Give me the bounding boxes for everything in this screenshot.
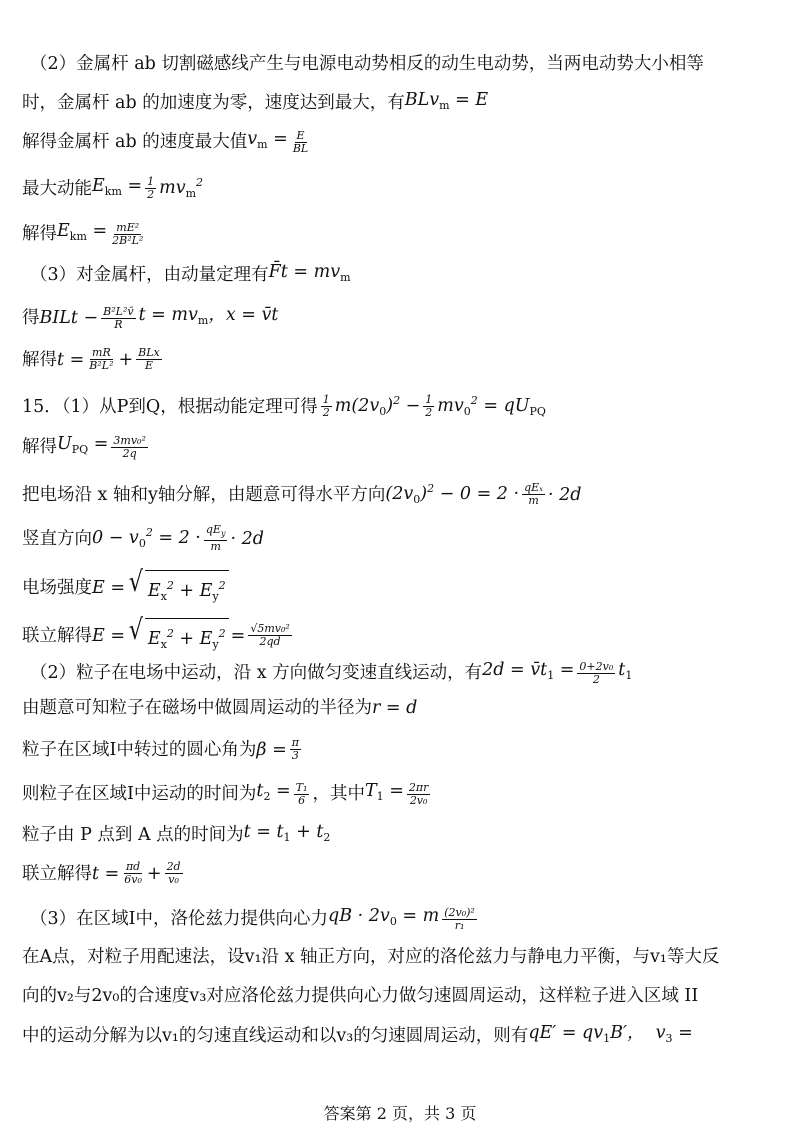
fraction: $\frac{\text{mE²}}{\text{2B²L²}}$: [112, 220, 144, 247]
formula-f16: β =: [256, 739, 287, 760]
line-text: （2）粒子在电场中运动，沿 x 方向做匀变速直线运动，有: [30, 663, 483, 683]
square-root: √ $E_x^2 + E_y^2$: [127, 567, 229, 608]
text-line-23: [22, 985, 782, 1007]
fraction: $\frac{\pi d}{\text{6v₀}}$: [124, 860, 142, 886]
text-line-6: [30, 261, 790, 289]
text-line-20: 联立解得 t = $\frac{\pi d}{\text{6v₀}}$ + $\frac{2d}{\text{v₀}}$: [22, 860, 181, 886]
fraction: $\frac{qE_y}{m}$: [205, 522, 226, 554]
line-text: 解得: [22, 349, 57, 370]
text-line-11: 把电场沿 x 轴和y轴分解，由题意可得水平方向 $(2v_0)^2 - 0 = 2$ · $\frac{\text{qEₓ}}{m}$ · 2d: [22, 478, 782, 511]
formula-f19: t =: [92, 863, 120, 884]
line-text: 15．（1）从P到Q，根据动能定理可得: [22, 396, 318, 417]
line-text: 解得: [22, 224, 57, 244]
fraction: $\frac{\text{3mv₀²}}{2q}$: [113, 433, 146, 460]
text-line-9: 15．（1）从P到Q，根据动能定理可得 $\frac{1}{2}$ $m(2v_0)^2$ − $\frac{1}{2}$ $mv_0^2 = qU_{PQ}$: [22, 390, 782, 423]
text-line-10: [22, 433, 782, 461]
formula-f8: $m(2v_0)^2$ −: [334, 394, 421, 418]
line-text: 竖直方向: [22, 528, 92, 549]
text-line-16: [22, 697, 782, 719]
formula-f3: $E_{km}$ =: [92, 175, 143, 198]
formula-f20: qB · $2v_0 = m$: [328, 906, 440, 928]
formula-f12: E =: [92, 577, 126, 598]
fraction: $\frac{mR}{\text{B²L²}}$: [89, 346, 114, 372]
text-line-18: 则粒子在区域I中运动的时间为 $t_2$ = $\frac{\text{T₁}}{6}$ ，其中 $T_1$ = $\frac{2\pi r}{\text{2v₀}}$: [22, 780, 429, 807]
line-text: 解得金属杆 ab 的速度最大值: [22, 132, 248, 152]
formula-f1: BLv$_m$ = E: [404, 90, 489, 112]
line-text: （3）在区域I中，洛伦兹力提供向心力: [30, 909, 329, 929]
text-line-1: [30, 53, 790, 75]
fraction: $\frac{\text{0+2v₀}}{2}$: [579, 659, 614, 686]
text-line-22: [22, 946, 782, 968]
line-text: （3）对金属杆，由动量定理有: [30, 265, 269, 285]
fraction: $\frac{\pi}{3}$: [291, 736, 299, 762]
line-text: 粒子由 P 点到 A 点的时间为: [22, 825, 244, 845]
text-line-12: 竖直方向 $0 - v_0^2 = 2$ · $\frac{qE_y}{m}$ · 2d: [22, 522, 264, 554]
text-line-14: 联立解得 E = √ $E_x^2 + E_y^2$ = $\frac{\text{√5mv₀²}}{2qd}$: [22, 615, 782, 656]
text-line-19: [22, 821, 782, 849]
fraction: $\frac{\text{(2v₀)²}}{\text{r₁}}$: [444, 905, 475, 932]
fraction: $\frac{1}{2}$: [425, 393, 433, 419]
formula-f4: $E_{km}$ =: [57, 221, 108, 243]
line-text: 联立解得: [22, 863, 92, 884]
fraction: $\frac{1}{2}$: [147, 175, 155, 201]
line-text: 则粒子在区域I中运动的时间为: [22, 784, 257, 804]
text-line-3: [22, 128, 782, 156]
line-text: 中的运动分解为以v₁的匀速直线运动和以v₃的匀速圆周运动，则有: [22, 1026, 529, 1046]
formula-f18: $t = t_1 + t_2$: [243, 822, 331, 844]
fraction: $\frac{\text{qEₓ}}{m}$: [524, 481, 544, 507]
fraction: $\frac{2\pi r}{\text{2v₀}}$: [408, 780, 429, 807]
line-text: 得: [22, 308, 40, 328]
line-text: 由题意可知粒子在磁场中做圆周运动的半径为: [22, 698, 372, 718]
line-text: 联立解得: [22, 625, 92, 646]
text-line-15: （2）粒子在电场中运动，沿 x 方向做匀变速直线运动，有 $2d = v̄t_1$ = $\frac{\text{0+2v₀}}{2}$ $t_1$: [30, 659, 633, 686]
line-text: 时，金属杆 ab 的加速度为零，速度达到最大，有: [22, 93, 405, 113]
formula-f10: $(2v_0)^2 - 0 = 2$ ·: [385, 482, 520, 506]
text-line-13: [22, 567, 782, 608]
line-text: 粒子在区域I中转过的圆心角为: [22, 739, 257, 760]
formula-f7: t =: [57, 349, 85, 370]
text-line-21: [30, 905, 790, 933]
text-line-24: [22, 1022, 782, 1050]
text-line-4: 最大动能 $E_{km}$ = $\frac{1}{2}$ $mv_m^2$: [22, 175, 204, 201]
line-text: 解得: [22, 437, 57, 457]
formula-f5: F̄t = $mv_m$: [268, 262, 351, 284]
formula-f11: $0 - v_0^2 = 2$ ·: [92, 526, 201, 550]
fraction: $\frac{\text{BLx}}{E}$: [138, 346, 160, 372]
text-line-2: [22, 89, 782, 117]
fraction: $\frac{2d}{\text{v₀}}$: [166, 860, 181, 886]
formula-f21: $qE' = qv_1B'$， $v_3$ =: [528, 1023, 693, 1045]
fraction: $\frac{E}{BL}$: [292, 128, 309, 155]
line-text: （2）金属杆 ab 切割磁感线产生与电源电动势相反的动生电动势，当两电动势大小相等: [30, 54, 704, 74]
text-line-17: [22, 737, 782, 762]
fraction: $\frac{1}{2}$: [322, 393, 330, 419]
text-line-5: [22, 220, 782, 248]
line-text: 电场强度: [22, 577, 92, 598]
line-text: 把电场沿 x 轴和y轴分解，由题意可得水平方向: [22, 484, 386, 505]
line-text: 最大动能: [22, 178, 92, 199]
formula-f9: $U_{PQ}$ =: [57, 434, 109, 456]
fraction: $\frac{\text{T₁}}{6}$: [295, 780, 308, 807]
text-line-8: 解得 t = $\frac{mR}{\text{B²L²}}$ + $\frac{\text{BLx}}{E}$: [22, 346, 160, 372]
fraction: $\frac{\text{√5mv₀²}}{2qd}$: [250, 622, 290, 648]
square-root: √ $E_x^2 + E_y^2$: [127, 615, 229, 656]
formula-f2: $v_m$ =: [247, 129, 288, 151]
page-footer: 答案第 2 页，共 3 页: [323, 1104, 477, 1123]
text-line-7: 得 BILt − $\frac{\text{B²L²v̄}}{R}$ $t = mv_m$，x = v̄t: [22, 304, 279, 331]
formula-f6: BILt −: [39, 308, 99, 328]
formula-f17: $t_2$ =: [256, 781, 291, 803]
line-text: 在A点，对粒子用配速法，设v₁沿 x 轴正方向，对应的洛伦兹力与静电力平衡，与v₁等大反: [22, 947, 720, 967]
fraction: $\frac{\text{B²L²v̄}}{R}$: [103, 304, 134, 331]
formula-f13: E =: [92, 625, 126, 646]
formula-f14: $2d = v̄t_1$ =: [482, 660, 575, 682]
line-text: 向的v₂与2v₀的合速度v₃对应洛伦兹力提供向心力做匀速圆周运动，这样粒子进入区域 II: [22, 986, 699, 1006]
formula-f15: r = d: [372, 698, 418, 718]
